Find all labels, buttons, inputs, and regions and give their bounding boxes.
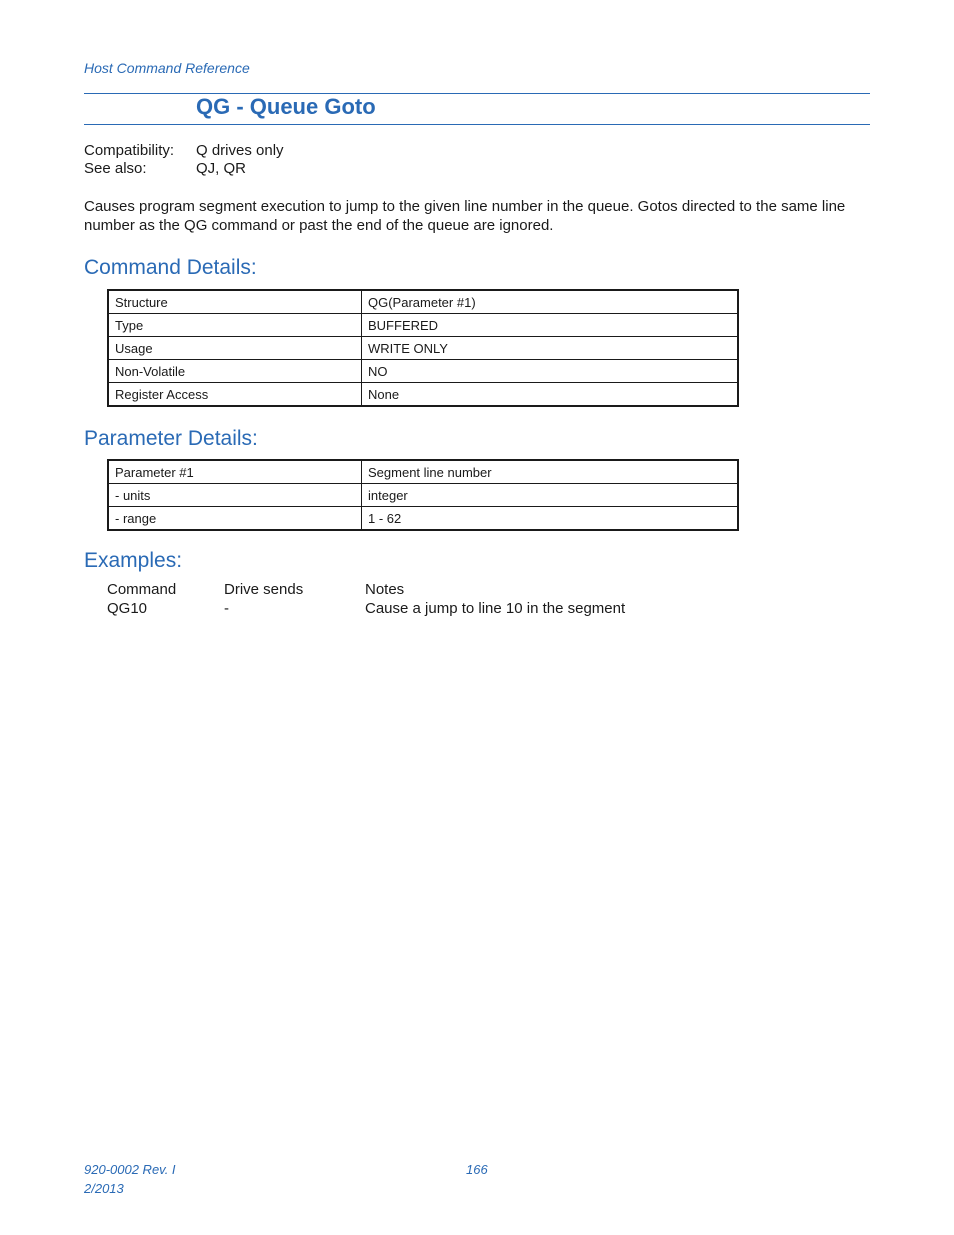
table-cell: Non-Volatile [108,360,362,383]
table-cell: None [362,383,739,407]
compatibility-value: Q drives only [196,142,284,159]
parameter-details-heading: Parameter Details: [84,427,258,450]
table-cell: integer [362,484,739,507]
table-row [108,314,738,337]
example-drive-sends: - [224,600,229,617]
examples-header-notes: Notes [365,581,405,598]
page-title: QG - Queue Goto [196,94,376,119]
table-row [108,507,738,531]
examples-block [107,580,625,618]
example-notes: Cause a jump to line 10 in the segment [365,600,626,617]
table-row [108,290,738,314]
examples-heading: Examples: [84,549,183,572]
examples-header-row [107,580,625,599]
table-row [108,484,738,507]
table-row [108,460,738,484]
description: Causes program segment execution to jump to the given line number in the queue. Gotos directed to the same line number as the QG command or past the end of the queue are ignored. [84,198,846,234]
parameter-details-table [107,459,739,531]
footer-page-number: 166 [466,1162,488,1177]
table-row [108,360,738,383]
title-rule-bottom [84,124,870,125]
table-cell: Type [108,314,362,337]
footer-doc-info [84,1160,176,1198]
compatibility-row [84,142,284,160]
table-cell: Segment line number [362,460,739,484]
table-cell: - units [108,484,362,507]
table-cell: BUFFERED [362,314,739,337]
command-details-heading: Command Details: [84,256,257,279]
example-command: QG10 [107,600,148,617]
compatibility-label: Compatibility: [84,142,175,159]
table-cell: QG(Parameter #1) [362,290,739,314]
table-cell: Usage [108,337,362,360]
table-cell: NO [362,360,739,383]
see-also-row [84,160,284,178]
table-cell: WRITE ONLY [362,337,739,360]
footer-date: 2/2013 [84,1181,124,1196]
table-row [108,337,738,360]
table-cell: Structure [108,290,362,314]
examples-header-command: Command [107,581,177,598]
compatibility-block [84,142,284,178]
command-details-table [107,289,739,407]
table-row [108,383,738,407]
see-also-label: See also: [84,160,147,177]
example-row [107,599,625,618]
table-cell: Parameter #1 [108,460,362,484]
see-also-value: QJ, QR [196,160,247,177]
table-cell: 1 - 62 [362,507,739,531]
table-cell: - range [108,507,362,531]
footer-doc-number: 920-0002 Rev. I [84,1162,176,1177]
examples-header-drive-sends: Drive sends [224,581,304,598]
table-cell: Register Access [108,383,362,407]
running-header: Host Command Reference [84,60,250,76]
